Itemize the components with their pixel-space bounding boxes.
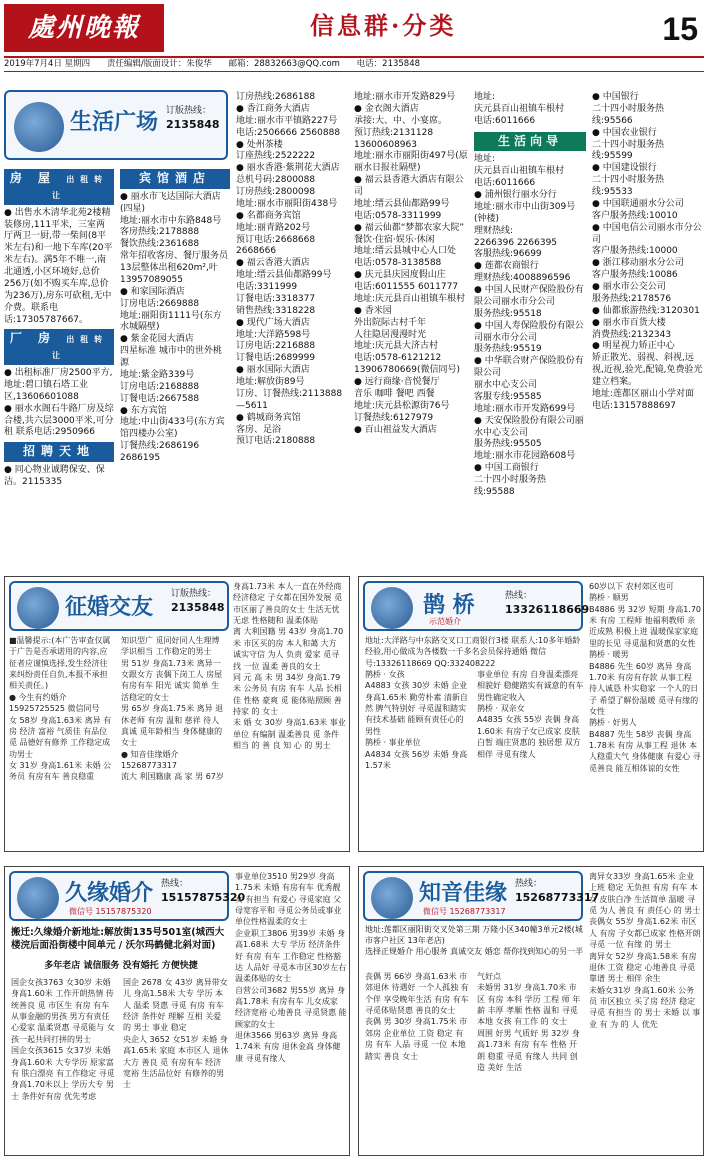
classified-col-6 (592, 92, 704, 546)
zhiyin-title-box (363, 871, 600, 921)
house-label: 房 屋 出租转让 (4, 169, 114, 205)
issue-date: 2019年7月4日 星期四 (4, 59, 91, 69)
bird-sub: 示范婚介 (429, 617, 461, 626)
jiuyuan-title: 久缘婚介 (65, 880, 154, 906)
jiuyuan-hotline: 热线： 15157875320 (161, 879, 246, 904)
bird-col-1: 鹊桥 · 女孩 A4883 女孩 30岁 未婚 企业 身高1.65米 勤劳朴素 清新自然 脾气特别好 寻觅温和踏实有技术基础 能顾有责任心的男性 鹊桥 · 事业单位 A4834 女孩 56岁 未婚 身高1.57米 (365, 670, 468, 770)
classified-col-5 (474, 92, 586, 546)
handshake-icon (14, 102, 64, 152)
zhiyin-col-3: 离异女33岁 身高1.65米 企业上班 稳定 无负担 有房 有车 本女 皮肤白净 生活简单 温暖 寻觅 为人 善良 有 责任心 的 男士 丧偶女 55岁 身高1.62米 市区人 有房 子女都已成家 性格开朗 寻觅 一位 有缘 的 男士 离异女 52岁 身高1.58米 有房 退休 工资 稳定 心地善良 寻觅 靠谱 男士 相伴 余生 未婚女31岁 身高1.60米 公务员 市区独立 买了房 经济 稳定 寻觅 有担当 的 男士 未婚 以 事业 有 为 的 人 优先 (589, 872, 701, 1029)
service-ads: ● 中国银行 二十四小时服务热线:95566 ● 中国农业银行 二十四小时服务热线:95599 ● 中国建设银行 二十四小时服务热线:95533 ● 中国联通丽水分公司 客户服务热线:10010 ● 中国电信公司丽水市分公司 客户服务热线:10000 ● 浙江移动丽水分公司 客户服务热线:10086 ● 丽水市公交公司 服务热线:2178576 ● 仙都旅游热线:3120301 ● 丽水市百货大楼 消费热线:2132343 ● 明星视力矫正中心 矫正散光、弱视、斜视,远视,近视,验光,配镜,免费验光建立档案。 地址:莲都区丽山小学对面 电话:13157888697 (592, 92, 703, 411)
zhiyin-address: 地址:莲都区丽阳街交叉处第三期 万隆小区340幢3单元2楼(城市客户社区 13年老店) (365, 925, 583, 945)
email: 邮箱：28832663@QQ.com (228, 59, 340, 69)
newspaper-logo: 處州晚報 (4, 4, 164, 52)
marry-col-3: 身高1.73米 本人一直在外经商 经济稳定 子女都在国外发展 觅市区丽了善良的女士 生活无忧无虑 性格随和 温柔体贴 离 大利国籍 男 43岁 身高1.70米 市区买的房 本人和蔼 大方 诚实守信 为人 负责 爱家 觅寻找 一位 温柔 善良的女士 同 元 高 未 男 34岁 身高1.79米 公务员 有房 有车 人品 长相佳 性格 豪爽 觅 能体贴照顾 善 持家 的 女士 未 婚 女 30岁 身高1.63米 事业单位 有编制 温柔善良 觅 条件相当 的 善 良 知 心 的 男士 (233, 582, 346, 751)
info-bar (4, 56, 704, 72)
bird-title: 鹊 桥 (423, 592, 475, 618)
zhiyin-section (358, 866, 704, 1156)
jiuyuan-col-2: 国企 2678 女 43岁 离异带女儿 身高1.58米 大专 学历 本人 温柔 贤惠 寻觅 有房 有车 经济 条件好 理解 互相 关爱 的 男士 事业 稳定 央企人 3652 女51岁 未婚 身高1.65米 家庭 本市区人 退休 大方 善良 觅 有房有车 经济宽裕 生活品位好 有修养的男士 (123, 978, 229, 1090)
masthead (0, 0, 708, 58)
graduate-icon (17, 877, 59, 919)
hotel-ads-1: ● 丽水市飞达国际大酒店(四星) 地址:丽水市中东路848号 客房热线:2178888 餐饮热线:2361688 常年招收客房、餐厅服务员 13层整体出租620m²,叶13957089055 ● 和家国际酒店 订房电话:2669888 地址:丽阳街1111号(东方水城隔壁) ● 紫金花园大酒店 四星标准 城市中的世外桃源 地址:紫金路339号 订房电话:2168888 订餐电话:2667588 ● 东方宾馆 地址:中山街433号(东方宾馆四楼办公室) 订餐热线:2686196 2686195 (120, 191, 229, 464)
classified-col-4 (354, 92, 468, 546)
marry-section (4, 576, 350, 852)
life-section (4, 90, 704, 560)
bird-hotline: 热线： 13326118669 (505, 591, 590, 616)
jiuyuan-address: 搬迁:久缘婚介新地址:解放街135号501室(城西大楼浣后面沿街楼中间单元 / 沃尔玛鹤健北斜对面) (11, 927, 225, 951)
bird-title-box (363, 581, 590, 631)
editor-line: 责任编辑/版面设计：朱俊华 (106, 59, 212, 69)
life-hotline: 订版热线： 2135848 (166, 106, 220, 131)
house-ad: ● 出售水木清华北苑2楼精装修房,111平米，三室两厅两卫一厨,带一柴间(8平米左右)和一地下车库(20平米左右)。满5年不唯一,南北通透,小区环境好,总价256万(如不购买车库,总价为236万),房东可砍租,无中介费。联系电话:17305787667。 (4, 207, 113, 325)
factory-label: 厂 房 出租转让 (4, 329, 114, 365)
jobs-label: 招聘天地 (4, 442, 114, 462)
bird-section (358, 576, 704, 852)
marry-title: 征婚交友 (65, 594, 154, 620)
guide-label: 生活向导 (474, 132, 586, 152)
guide-ads: 地址: 庆元县百山祖镇车根村 电话:6011666 ● 浦州银行丽水分行 地址:丽水市中山街309号(钟楼) 理财热线: 2266396 2266395 客服热线:96699 ● 莲都农商银行 理财热线:4008896596 ● 中国人民财产保险股份有限公司丽水市分公司 服务热线:95518 ● 中国人寿保险股份有限公司丽水市分公司 服务热线:95519 ● 中华联合财产保险股份有限公司 丽水中心支公司 客服专线:95585 地址:丽水市开发路699号 ● 天安保险股份有限公司丽水中心支公司 服务热线:95505 地址:丽水市花园路608号 ● 中国工商银行 二十四小时服务热线:95588 (474, 154, 584, 497)
section-title: 信息群·分类 (310, 11, 457, 40)
jobs-ad: ● 同心物业诚聘保安、保洁。2115335 (4, 465, 105, 488)
zhiyin-hotline: 热线： 15268773317 (515, 879, 600, 904)
zhiyin-title: 知音佳缘 (419, 880, 508, 906)
guide-address: 地址: 庆元县百山祖镇车根村 电话:6011666 (474, 92, 565, 126)
jiuyuan-title-box (9, 871, 246, 921)
classified-col-1 (4, 166, 114, 546)
bird-col-2: 事业单位 有房 自身温柔漂亮 相貌好 稳健踏实有诚意的有车男性确定收入 鹊桥 · 双亲女 A4835 女孩 55岁 丧偶 身高1.60米 有房子女已成家 皮肤白皙 端庄贤惠的 独居想 双方相伴 寻觅有缘人 (477, 670, 584, 759)
hotel-label: 宾馆酒店 (120, 169, 230, 189)
zhiyin-slogan: 选择正规婚介 用心服务 真诚交友 婚恋 帮你找到知心的另一半 (365, 947, 584, 956)
marry-col-2: 知识型广 觅同好同人生理博学识相当 工作稳定的男士 男 51岁 身高1.73米 离异一女跟女方 丧偶下岗工人 房屋 有房有车 阳光 诚实 简单 生活稳定的女士 男 65岁 身高1.75米 离异 退休老师 有房 温和 慈祥 待人 真诚 觅年龄相当 身体健康的女士 ● 知音佳缘婚介 15268773317 流大 利国籍康 高 家 男 67岁 (121, 636, 224, 782)
graduate-icon (371, 877, 413, 919)
zhiyin-col-2: 气好点 未婚男 31岁 身高1.70米 市区 有房 本科 学历 工程 师 年薪 丰厚 孝顺 性格 温和 寻觅本地 女孩 有工作 的 女士 周围 好男 气质好 男 32岁 身高1.73米 有房 有车 性格 开朗 稳重 寻觅 有缘人 共同 创造 美好 生活 (477, 972, 581, 1072)
jiuyuan-col-1: 国企女孩3763 女30岁 未婚 身高1.60米 工作开朗热情 传统善良 觅 市区生 有房 有车 从事金融的男孩 男方有责任心爱家 温柔贤惠 寻觅能与 女孩一起共同打拼的男士 国企女孩3615 女37岁 未婚 身高1.60米 大专学历 原家富有 肤白漂亮 有工作稳定 寻觅身高1.70米以上 学历大专 男士 条件好有房 优先考虑 (11, 978, 115, 1101)
marry-col-1: ■温馨提示:(本广告审查仅属于广告是否承诺用的内容,应征者应谨慎选择,发生经济往来纠纷责任自负,本报不承担相关责任。) ● 今生有约婚介 15925725525 微信同号 女 58岁 身高1.63米 离异 有房 经济 富裕 气质佳 有品位 觅 品德好有修养 工作稳定成功男士 女 31岁 身高1.61米 未婚 公务员 有房有车 善良稳重 (9, 636, 112, 782)
bird-address: 地址:大洋路与中东路交叉口工商银行3楼 联系人:10多年婚龄经验,用心做成为各楼数一千多名会员保持通婚 微信号:13326118669 QQ:332408222 (365, 636, 581, 668)
couple-icon (17, 587, 59, 629)
marry-title-box (9, 581, 229, 631)
bird-icon (371, 587, 413, 629)
classified-col-2 (120, 166, 230, 546)
jiuyuan-slogan: 多年老店 诚信服务 没有婚托 方便快捷 (44, 961, 198, 971)
hotel-ads-2: 订房热线:2686188 ● 香江商务大酒店 地址:丽水市平镇路227号 电话:2506666 2560888 ● 处州茶楼 订座热线:2522222 ● 丽水香港·紫荆花大酒店 总机号码:2800088 订房热线:2800098 地址:丽水市丽阳街438号 ● 名都商务宾馆 地址:丽青路202号 预订电话:2668668 2668666 ● 福云香港大酒店 地址:缙云县仙都路99号 电话:3311999 订餐电话:3318377 销售热线:3318228 ● 现代广场大酒店 地址:大洋路598号 订房电话:2216888 订餐电话:2689999 ● 丽水国际大酒店 地址:解放街89号 订房、订餐热线:2113888—5611 ● 鹤城商务宾馆 客房、足浴 预订电话:2180888 (236, 92, 343, 447)
factory-ad: ● 出租标准厂房2500平方,地址:碧口镇石塔工业区,13606601088 ● 丽水水阁石牛路厂房及综合楼,共六层3000平米,可分租 联系电话:2950966 (4, 368, 114, 438)
zhiyin-wechat: 微信号 15268773317 (423, 907, 506, 916)
page-number: 15 (662, 11, 698, 47)
classified-col-3 (236, 92, 348, 546)
life-title-box (4, 90, 228, 160)
jiuyuan-section (4, 866, 350, 1156)
life-title: 生活广场 (70, 109, 159, 135)
jiuyuan-col-3: 事业单位3510 男29岁 身高1.75米 未婚 有房有车 优秀靓女 有担当 有爱心 寻觅家庭 父母宽容平和 寻觅公务员或事业单位性格温柔的女士 企业职工3806 男39岁 未婚 身高1.68米 大专 学历 经济条件好 有房 有车 工作稳定 性格豁达 人品好 寻觅本市区30岁左右温柔体贴的女士 自营公司3682 男55岁 离异 身高1.78米 有房有车 儿女成家 经济宽裕 心地善良 寻觅贤惠 能顾家的女士 退休3566 男63岁 离异 身高1.74米 有房 退休金高 身体健康 寻觅有缘人 (235, 872, 347, 1063)
zhiyin-col-1: 丧偶 男 66岁 身高1.63米 市郊退休 待遇好 一个人孤独 有个伴 享受晚年生活 有房 有车 寻觅体贴贤惠 善良的女士 丧偶 男 30岁 身高1.75米 市郊房 企业单位 工资 稳定 有房 有车 人品 寻觅 一位 本地 踏实 善良 女士 (365, 972, 469, 1061)
hotel-ads-3: 地址:丽水市开发路829号 ● 金衣阁大酒店 承接:大、中、小宴席。 预订热线:2131128 13600608963 地址:丽水市丽阳街497号(原丽水日报社隔壁) ● 福云县香港大酒店有限公司 地址:缙云县仙都路99号 电话:0578-3311999 ● 福云仙都“梦都农家大院” 餐饮·住宿·娱乐·休闲 地址:缙云县城中心人口处 电话:0578-3138588 ● 庆元县庆园度假山庄 电话:6011555 6011777 地址:庆元县百山祖镇车根村 ● 香米园 外出院际古村千年 人往隐居漫漫时光 地址:庆元县大济古村 电话:0578-6121212 13906780669(微信同号) ● 远行商缘·音悦餐厅 音乐 咖啡 餐吧 西餐 地址:庆元县松源街76号 订餐热线:6127979 ● 百山祖益发大酒店 (354, 92, 468, 435)
phone: 电话：2135848 (356, 59, 421, 69)
jiuyuan-wechat: 微信号 15157875320 (69, 907, 152, 916)
marry-hotline: 订版热线： 2135848 (171, 589, 225, 614)
bird-col-3: 60岁以下 农村郊区也可 鹊桥 · 顺男 B4886 男 32岁 短期 身高1.70米 有房 工程师 他福利教师 亲近成熟 积极上进 温暖保家家庭里的长见 寻觅温和贤惠的女性 鹊桥 · 暖男 B4886 先生 60岁 离异 身高1.70米 有房有存款 从事工程 待人诚恳 朴实稳家 一个人的日子 希望了解份温暖 觅寻有缘的女性 鹊桥 · 好男人 B4887 先生 58岁 丧偶 身高1.78米 有房 从事工程 退休 本人稳重大气 身体健康 有爱心 寻觅善良 能互相体谅的女性 (589, 582, 702, 773)
